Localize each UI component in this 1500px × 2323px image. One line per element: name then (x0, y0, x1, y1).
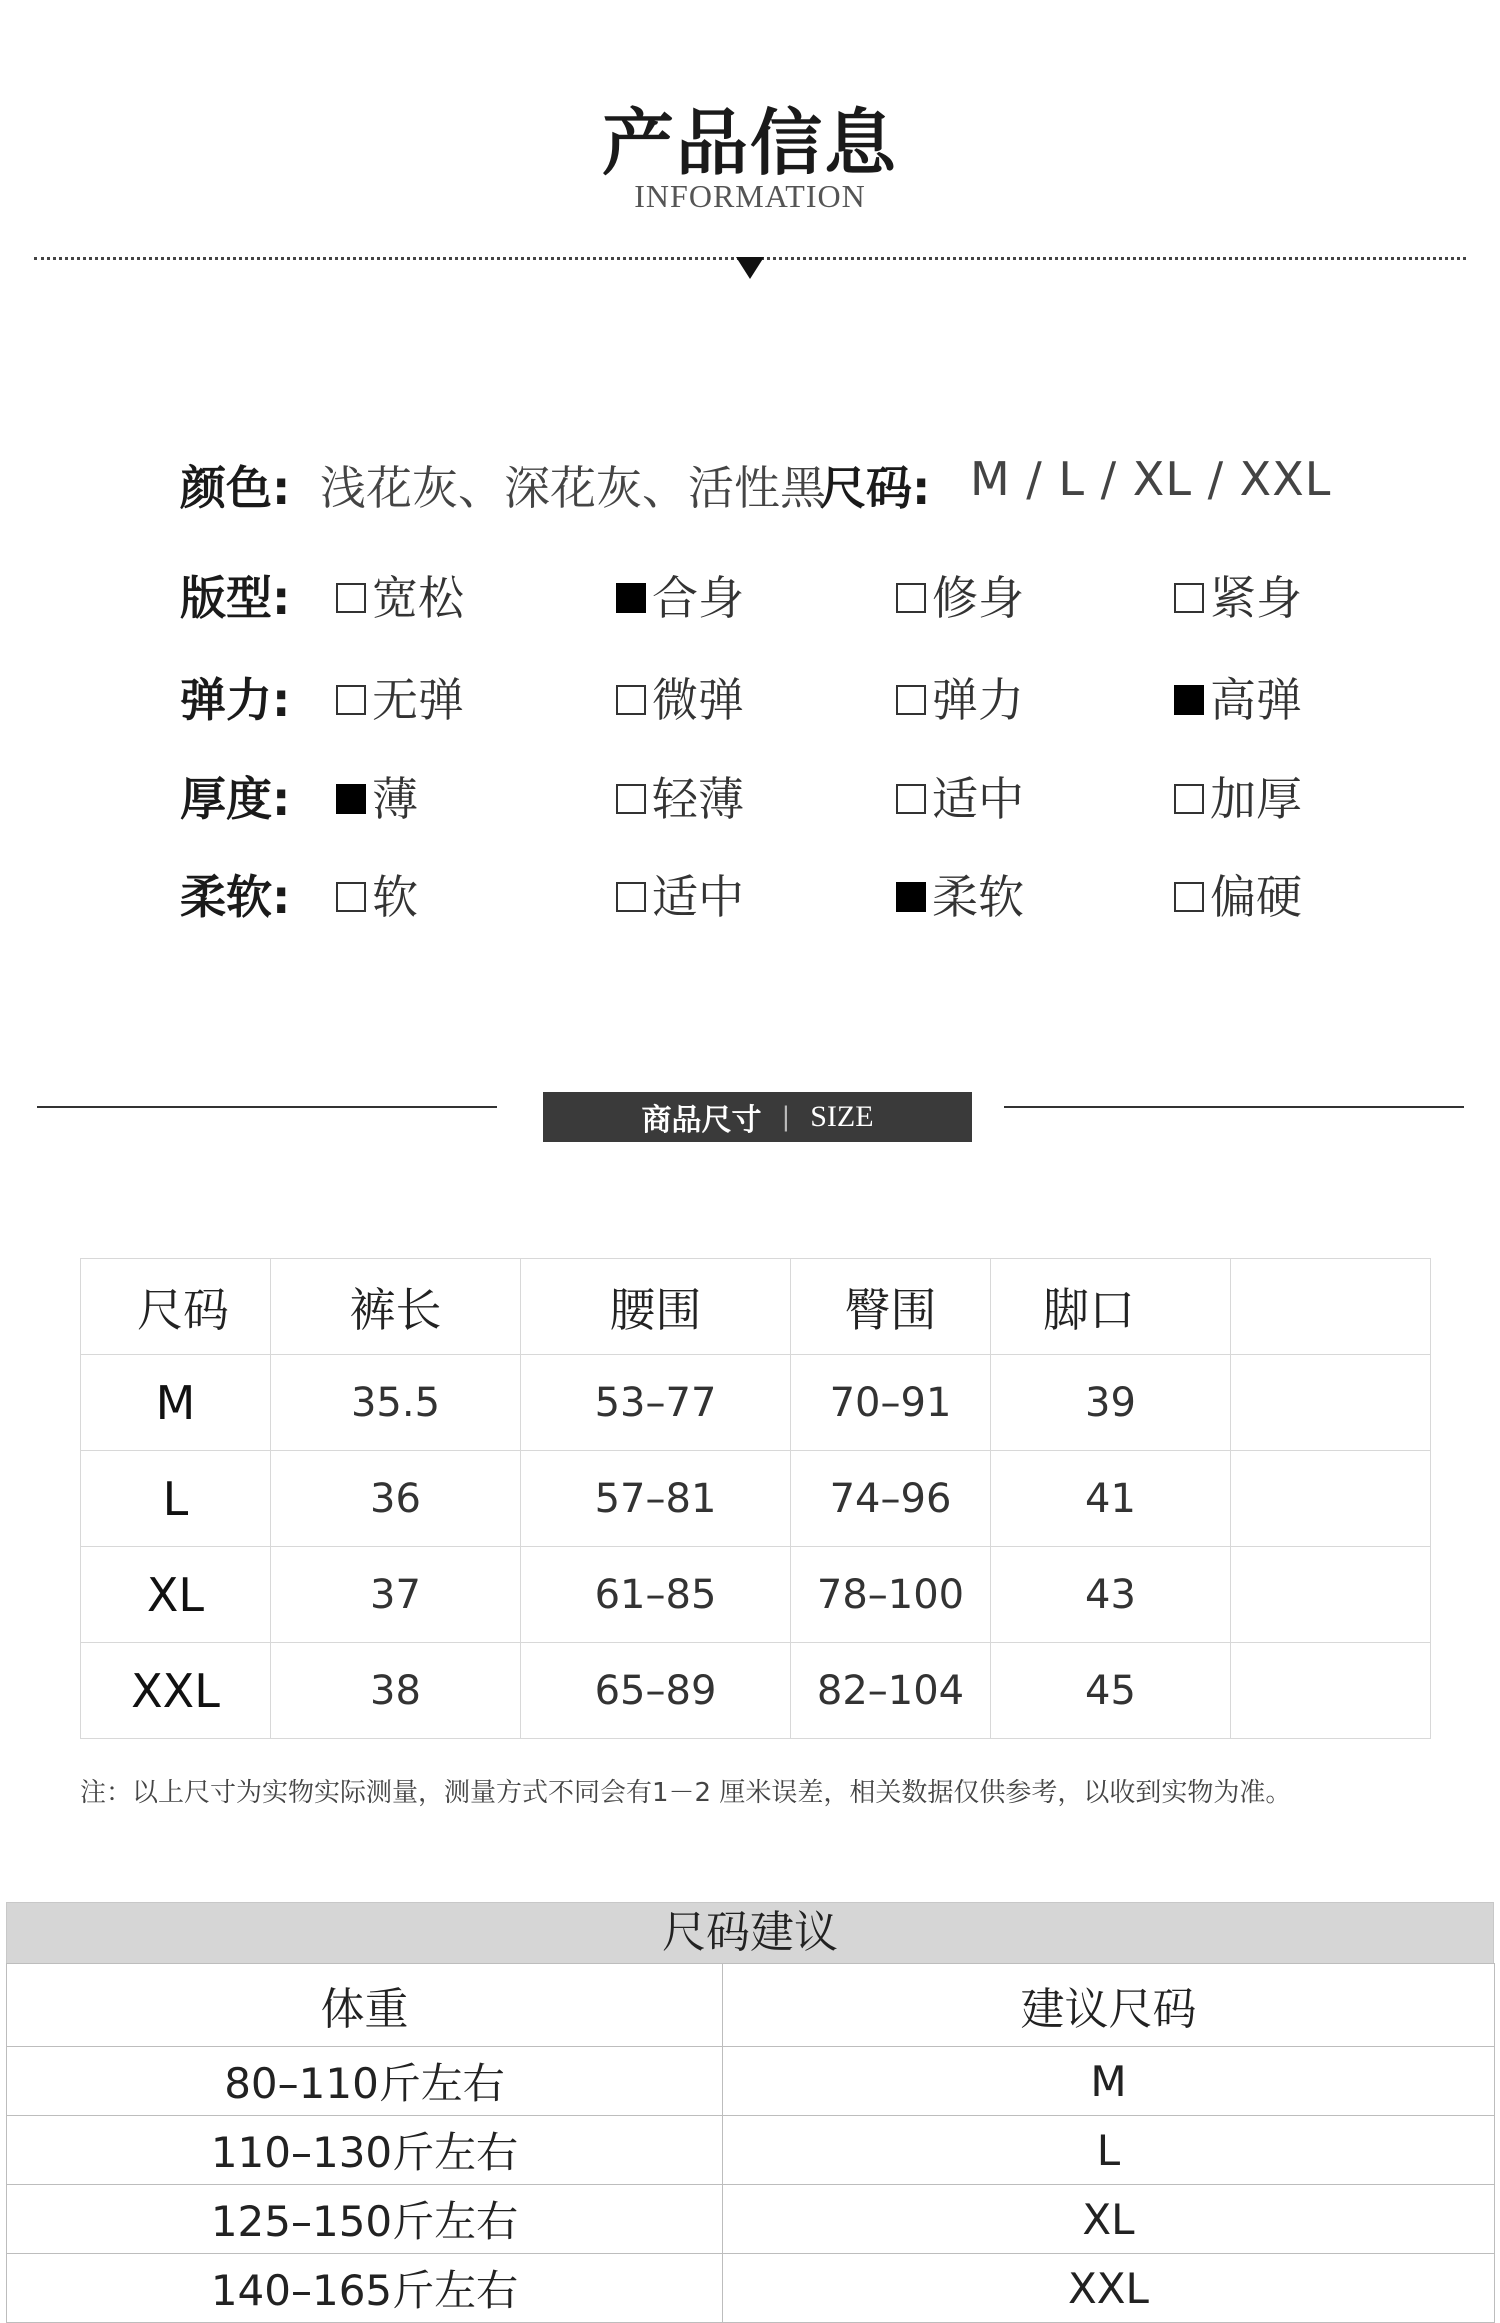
measurement-note: 注：以上尺寸为实物实际测量，测量方式不同会有1－2 厘米误差，相关数据仅供参考，以收到实物为准。 (80, 1778, 1292, 1808)
attribute-option (896, 861, 1024, 927)
checked-box-icon (1174, 685, 1204, 715)
attribute-label: 版型: (180, 571, 291, 625)
measurement-cell: 65–89 (521, 1643, 791, 1739)
measurement-cell: 74–96 (791, 1451, 991, 1547)
attribute-label: 厚度: (180, 772, 291, 826)
size-table-body (81, 1355, 1431, 1739)
size-cell: M (81, 1355, 271, 1451)
measurement-cell: 53–77 (521, 1355, 791, 1451)
recommendation-title: 尺码建议 (6, 1902, 1494, 1964)
attribute-option (336, 562, 464, 628)
measurement-cell: 61–85 (521, 1547, 791, 1643)
size-banner-en: SIZE (810, 1100, 874, 1133)
color-value: 浅花灰、深花灰、活性黑 (320, 461, 826, 515)
table-row (81, 1643, 1431, 1739)
attribute-label: 柔软: (180, 870, 291, 924)
measurement-cell: 43 (991, 1547, 1231, 1643)
size-banner-cn: 商品尺寸 (641, 1103, 762, 1138)
attribute-option-label: 合身 (652, 571, 744, 625)
measurement-cell: 82–104 (791, 1643, 991, 1739)
attribute-option (1174, 562, 1302, 628)
section-line-left (37, 1106, 497, 1108)
measurement-cell (1231, 1451, 1431, 1547)
recommended-size-cell: XL (723, 2185, 1495, 2254)
table-row (81, 1355, 1431, 1451)
attribute-option-label: 紧身 (1210, 571, 1302, 625)
size-value: M / L / XL / XXL (970, 452, 1332, 506)
unchecked-box-icon (1174, 882, 1204, 912)
unchecked-box-icon (336, 882, 366, 912)
attribute-option-label: 适中 (932, 772, 1024, 826)
table-row (7, 2254, 1495, 2323)
measurement-cell: 45 (991, 1643, 1231, 1739)
recommendation-header (7, 1964, 1495, 2047)
measurement-cell: 41 (991, 1451, 1231, 1547)
recommendation-column-header: 体重 (7, 1964, 723, 2047)
unchecked-box-icon (616, 685, 646, 715)
table-row (81, 1451, 1431, 1547)
attribute-option (616, 763, 744, 829)
measurement-cell (1231, 1355, 1431, 1451)
attribute-option (336, 664, 464, 730)
attribute-option-label: 适中 (652, 870, 744, 924)
weight-cell: 140–165斤左右 (7, 2254, 723, 2323)
attribute-option (616, 562, 744, 628)
size-cell: XXL (81, 1643, 271, 1739)
color-label: 颜色: (180, 461, 291, 515)
table-row (81, 1547, 1431, 1643)
checked-box-icon (616, 583, 646, 613)
attribute-row (180, 861, 1420, 924)
table-row (7, 2185, 1495, 2254)
recommendation-table (6, 1963, 1495, 2323)
measurement-cell: 38 (271, 1643, 521, 1739)
measurement-cell (1231, 1643, 1431, 1739)
weight-cell: 125–150斤左右 (7, 2185, 723, 2254)
recommendation-column-header: 建议尺码 (723, 1964, 1495, 2047)
unchecked-box-icon (896, 583, 926, 613)
unchecked-box-icon (336, 685, 366, 715)
measurement-cell: 70–91 (791, 1355, 991, 1451)
attribute-option-label: 修身 (932, 571, 1024, 625)
page-subtitle: INFORMATION (634, 178, 866, 214)
size-label: 尺码: (820, 461, 931, 515)
attribute-row (180, 562, 1420, 625)
recommended-size-cell: XXL (723, 2254, 1495, 2323)
size-column-header (1231, 1259, 1431, 1355)
attribute-option-label: 宽松 (372, 571, 464, 625)
measurement-cell: 39 (991, 1355, 1231, 1451)
attribute-option-label: 弹力 (932, 673, 1024, 727)
size-banner-separator: | (781, 1102, 791, 1132)
measurement-cell: 37 (271, 1547, 521, 1643)
attribute-option (336, 861, 418, 927)
unchecked-box-icon (336, 583, 366, 613)
caret-down-icon (736, 257, 764, 279)
attribute-option-label: 偏硬 (1210, 870, 1302, 924)
size-column-header: 臀围 (791, 1259, 991, 1355)
attribute-row (180, 763, 1420, 826)
attribute-option (616, 664, 744, 730)
checked-box-icon (336, 784, 366, 814)
attribute-option-label: 柔软 (932, 870, 1024, 924)
size-cell: XL (81, 1547, 271, 1643)
color-size-row (180, 452, 1380, 515)
attribute-option (336, 763, 418, 829)
size-column-header: 裤长 (271, 1259, 521, 1355)
unchecked-box-icon (896, 784, 926, 814)
attribute-option (896, 562, 1024, 628)
attribute-option (616, 861, 744, 927)
unchecked-box-icon (1174, 583, 1204, 613)
attribute-option-label: 无弹 (372, 673, 464, 727)
unchecked-box-icon (616, 882, 646, 912)
attribute-option-label: 加厚 (1210, 772, 1302, 826)
attribute-option (896, 664, 1024, 730)
size-table (80, 1258, 1431, 1739)
measurement-cell: 57–81 (521, 1451, 791, 1547)
size-table-header (81, 1259, 1431, 1355)
recommended-size-cell: L (723, 2116, 1495, 2185)
recommendation-body (7, 2047, 1495, 2323)
checked-box-icon (896, 882, 926, 912)
measurement-cell: 36 (271, 1451, 521, 1547)
attribute-option (1174, 861, 1302, 927)
measurement-cell: 35.5 (271, 1355, 521, 1451)
table-row (7, 2116, 1495, 2185)
size-cell: L (81, 1451, 271, 1547)
unchecked-box-icon (1174, 784, 1204, 814)
unchecked-box-icon (896, 685, 926, 715)
unchecked-box-icon (616, 784, 646, 814)
recommended-size-cell: M (723, 2047, 1495, 2116)
attribute-option-label: 高弹 (1210, 673, 1302, 727)
weight-cell: 110–130斤左右 (7, 2116, 723, 2185)
size-column-header: 腰围 (521, 1259, 791, 1355)
attribute-option-label: 轻薄 (652, 772, 744, 826)
size-column-header: 尺码 (81, 1259, 271, 1355)
section-line-right (1004, 1106, 1464, 1108)
attribute-option-label: 薄 (372, 772, 418, 826)
table-row (7, 2047, 1495, 2116)
attribute-label: 弹力: (180, 673, 291, 727)
size-section-banner (543, 1092, 972, 1142)
attribute-option-label: 软 (372, 870, 418, 924)
measurement-cell (1231, 1547, 1431, 1643)
attribute-option (896, 763, 1024, 829)
attribute-option (1174, 763, 1302, 829)
attribute-row (180, 664, 1420, 727)
attribute-option (1174, 664, 1302, 730)
weight-cell: 80–110斤左右 (7, 2047, 723, 2116)
size-column-header: 脚口 (991, 1259, 1231, 1355)
measurement-cell: 78–100 (791, 1547, 991, 1643)
page-title: 产品信息 (601, 101, 898, 185)
attribute-option-label: 微弹 (652, 673, 744, 727)
